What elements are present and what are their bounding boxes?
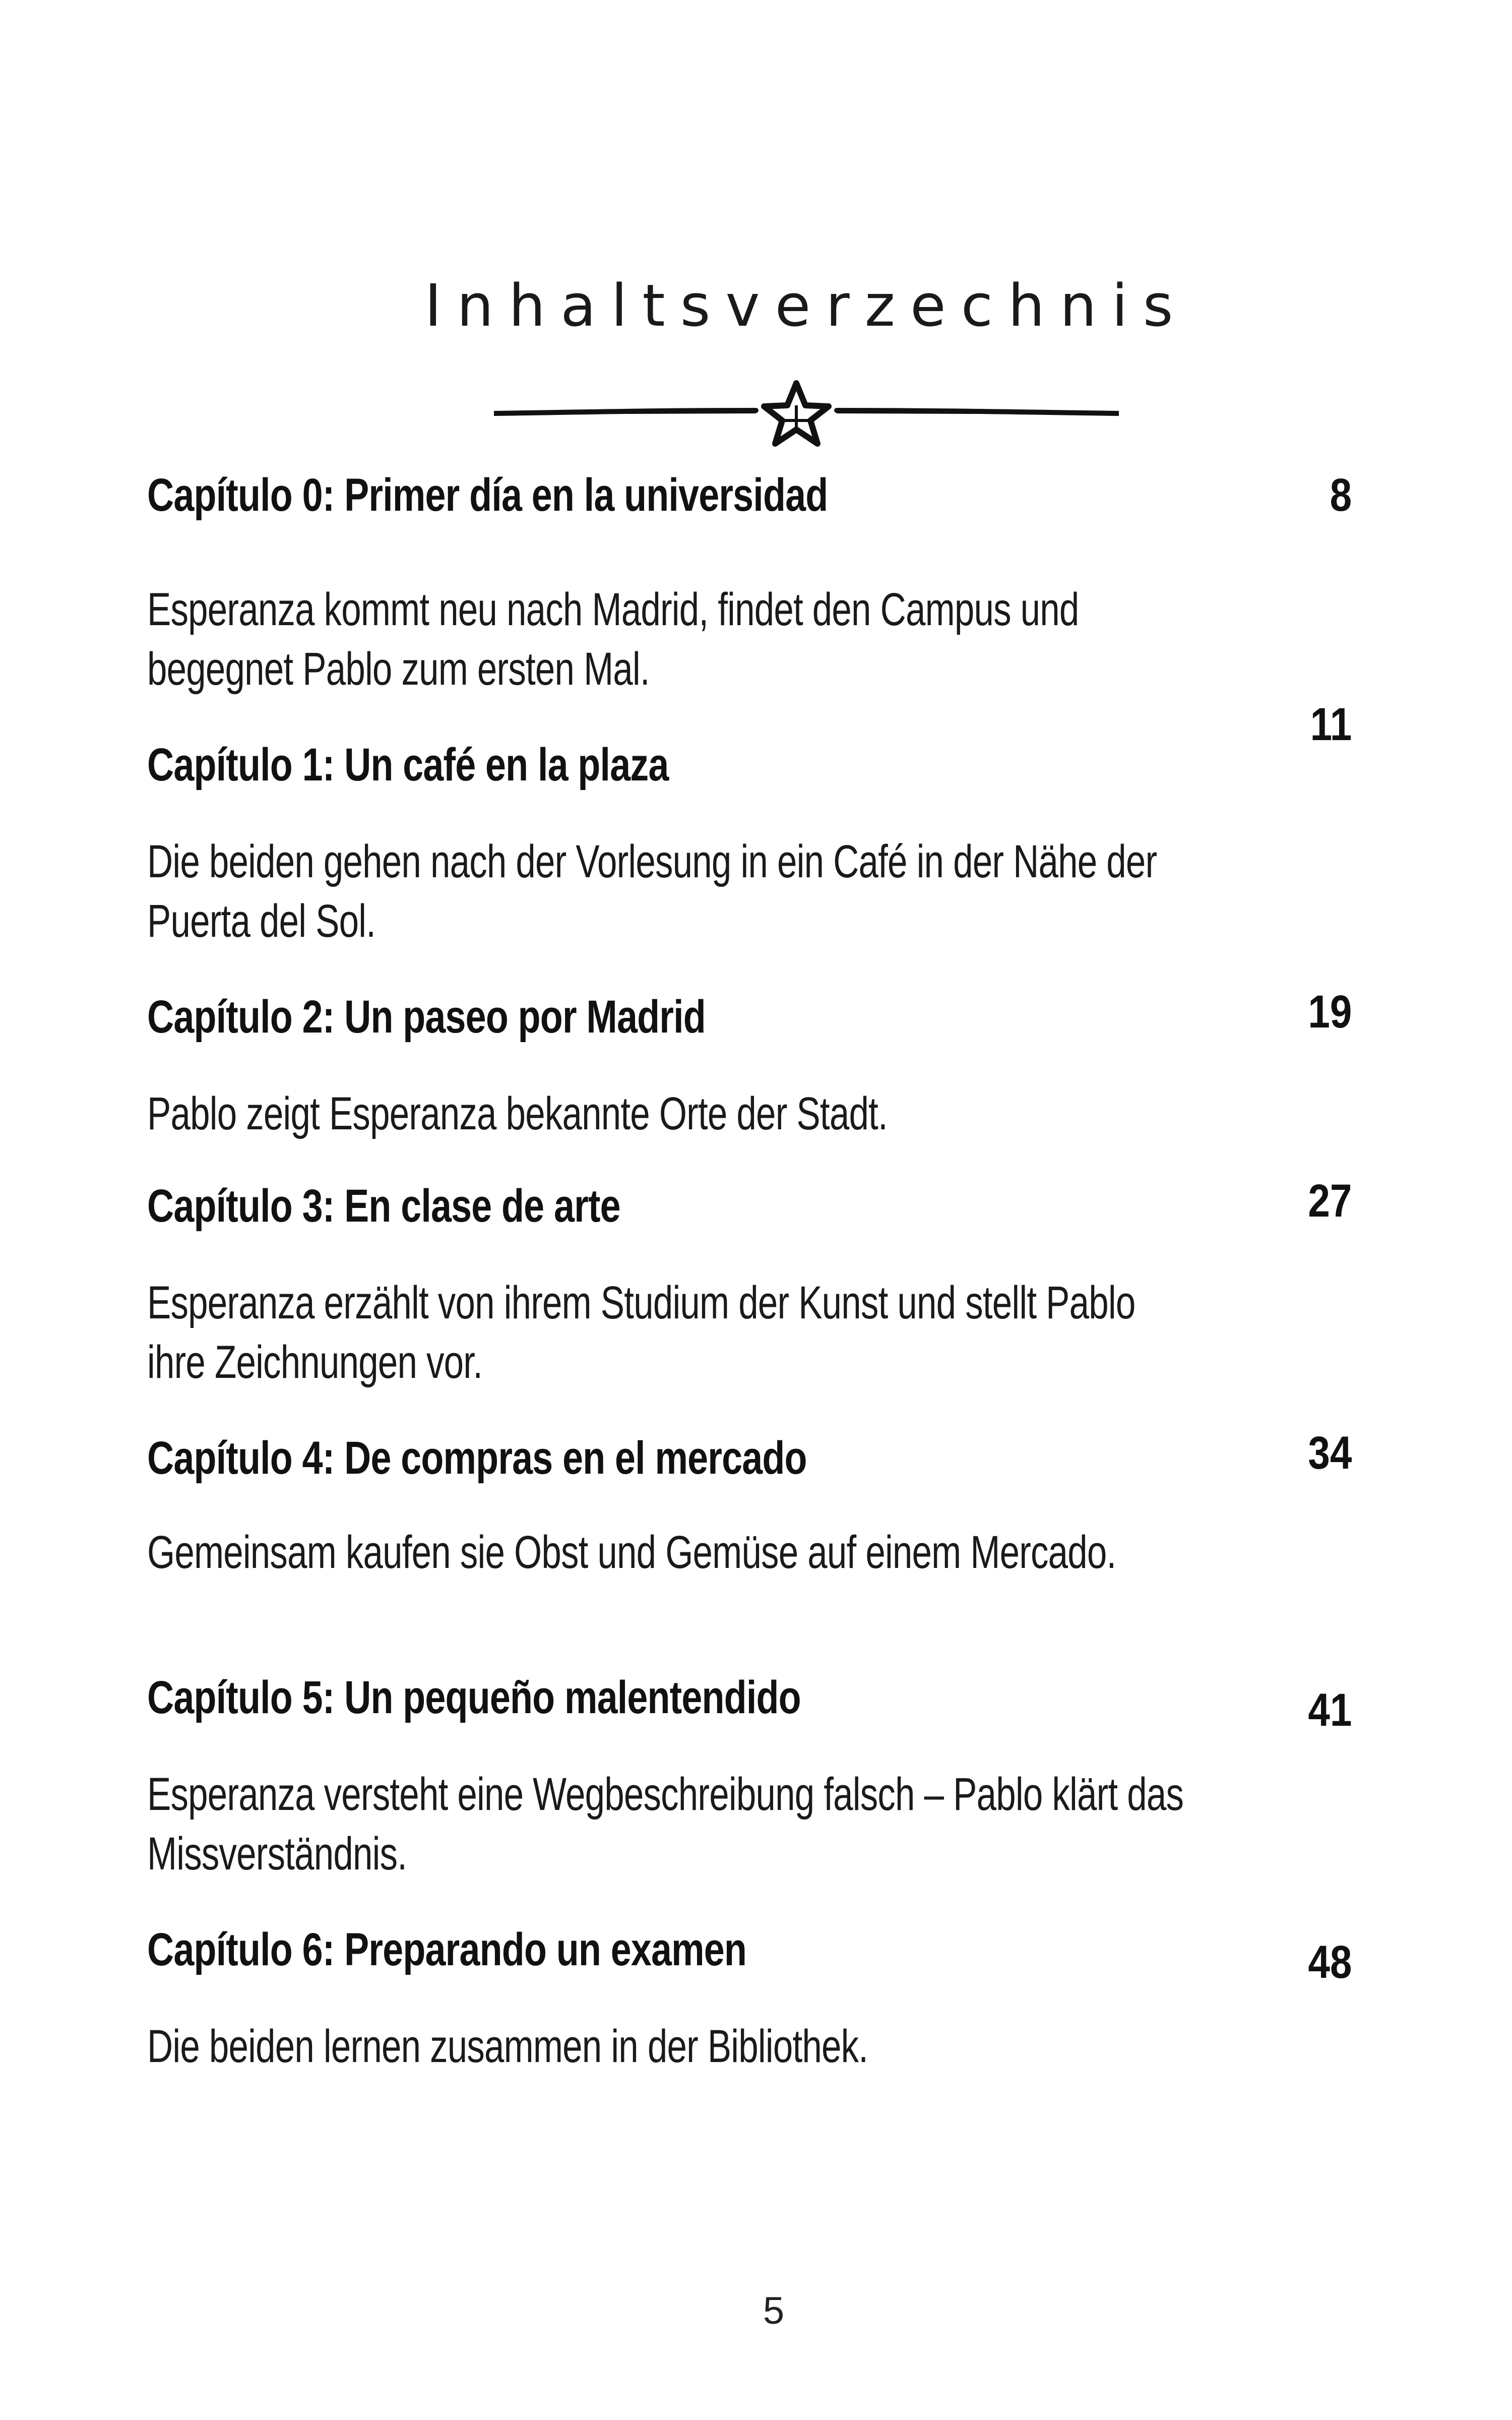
toc-entry-description: Esperanza versteht eine Wegbeschreibung falsch – Pablo klärt das Missverständnis. [147,1769,1184,1880]
toc-entry-description: Pablo zeigt Esperanza bekannte Orte der Stadt. [147,1088,888,1139]
toc-entry-description: Esperanza erzählt von ihrem Studium der Kunst und stellt Pablo ihre Zeichnungen vor. [147,1277,1136,1388]
toc-entry-title: Capítulo 5: Un pequeño malentendido [147,1672,801,1723]
toc-entry-title: Capítulo 3: En clase de arte [147,1180,620,1232]
toc-entry-description: Die beiden lernen zusammen in der Bibliothek. [147,2021,868,2072]
toc-entry-page: 41 [1308,1684,1352,1736]
toc-entry-description: Esperanza kommt neu nach Madrid, findet den Campus und begegnet Pablo zum ersten Mal. [147,584,1079,695]
toc-entry-page: 11 [1310,699,1352,750]
toc-entry-title: Capítulo 1: Un café en la plaza [147,739,669,791]
toc-entry-page: 34 [1308,1427,1352,1479]
toc-entry-description: Die beiden gehen nach der Vorlesung in ein Café in der Nähe der Puerta del Sol. [147,836,1157,947]
toc-entry-title: Capítulo 2: Un paseo por Madrid [147,991,706,1043]
toc-entry-title: Capítulo 0: Primer día en la universidad [147,469,828,521]
toc-title: Inhaltsverzechnis [424,272,1188,340]
toc-entry-page: 8 [1330,469,1352,521]
star-divider-icon [494,377,1119,448]
toc-entry-title: Capítulo 6: Preparando un examen [147,1924,747,1975]
page-number: 5 [763,2289,785,2332]
toc-entry-page: 19 [1308,986,1352,1038]
toc-entry-page: 48 [1308,1937,1352,1988]
toc-entry-description: Gemeinsam kaufen sie Obst und Gemüse auf einem Mercado. [147,1527,1116,1578]
toc-entry-title: Capítulo 4: De compras en el mercado [147,1432,807,1484]
toc-entry-page: 27 [1308,1175,1352,1227]
